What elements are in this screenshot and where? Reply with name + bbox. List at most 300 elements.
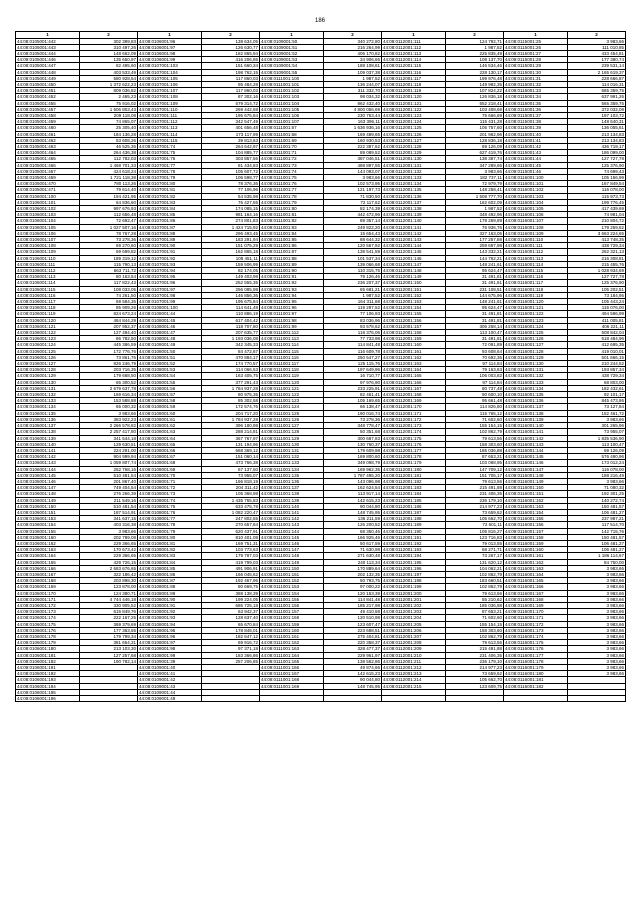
cadastral-value-cell: 269 442,68 [202,106,260,112]
cadastral-value-cell: 1 987,52 [446,44,504,50]
cadastral-value-cell: 127 494,40 [80,330,138,336]
cadastral-value-cell: 237 987,21 [568,516,626,522]
cadastral-number-cell: 44:08:0106001:169 [16,584,80,590]
cadastral-number-cell: 44:08:0105001:461 [16,131,80,137]
cadastral-number-cell: 44:08:0107001:93 [138,261,202,267]
column-header: 2 [80,32,138,39]
cadastral-value-cell: 126 630,77 [202,44,260,50]
cadastral-value-cell: 31 491,81 [446,311,504,317]
cadastral-value-cell: 73 955,07 [202,472,260,478]
cadastral-value-cell: 126 200,52 [324,522,382,528]
cadastral-value-cell: 214 977,23 [446,503,504,509]
cadastral-number-cell: 44:08:0106001:140 [16,441,80,447]
cadastral-value-cell: 148 662,09 [80,50,138,56]
cadastral-number-cell: 44:08:0105001:450 [16,81,80,87]
cadastral-number-cell: 44:08:0106001:180 [16,646,80,652]
cadastral-number-cell: 44:08:0105001:470 [16,181,80,187]
cadastral-number-cell: 44:08:0111001:91 [260,274,324,280]
cadastral-number-cell: 44:08:0112001:123 [382,112,446,118]
cadastral-number-cell: 44:08:0116001:125 [504,330,568,336]
cadastral-number-cell: 44:08:0111001:162 [260,640,324,646]
cadastral-number-cell: 44:08:0106001:119 [16,311,80,317]
cadastral-value-cell: 401 656,48 [202,125,260,131]
cadastral-value-cell: 3 983,66 [568,665,626,671]
cadastral-value-cell: 2 679 637,78 [80,385,138,391]
column-header: 1 [382,32,446,39]
cadastral-value-cell: 183 291,94 [202,237,260,243]
cadastral-value-cell: 1 636 936,16 [324,125,382,131]
cadastral-value-cell: 46 525,36 [80,143,138,149]
cadastral-value-cell: 113 917,14 [324,491,382,497]
cadastral-value-cell: 136 244,07 [324,81,382,87]
cadastral-number-cell: 44:08:0116001:144 [504,447,568,453]
cadastral-value-cell: 1 784 937,28 [202,385,260,391]
cadastral-value-cell: 74 981,04 [568,212,626,218]
cadastral-value-cell: 3 983,66 [568,615,626,621]
cadastral-number-cell: 44:08:0107001:99 [138,299,202,305]
page-number: 186 [314,18,325,24]
cadastral-number-cell: 44:08:0106001:171 [16,596,80,602]
cadastral-number-cell: 44:08:0106001:106 [16,230,80,236]
cadastral-value-cell: 95 484,28 [202,81,260,87]
cadastral-value-cell: 31 491,81 [446,280,504,286]
cadastral-value-cell: 213 134,83 [568,131,626,137]
cadastral-number-cell: 44:08:0116001:176 [504,646,568,652]
cadastral-value-cell: 105 607,72 [202,168,260,174]
cadastral-value-cell: 2 266 578,82 [80,423,138,429]
cadastral-value-cell: 214 977,23 [446,665,504,671]
cadastral-number-cell: 44:08:0105001:469 [16,174,80,180]
cadastral-number-cell: 44:08:0112001:196 [382,565,446,571]
cadastral-number-cell: 44:08:0112001:150 [382,280,446,286]
cadastral-value-cell: 115 431,28 [446,119,504,125]
cadastral-number-cell: 44:08:0112001:175 [382,435,446,441]
cadastral-value-cell: 388 138,39 [202,590,260,596]
cadastral-value-cell: 82 174,39 [324,205,382,211]
cadastral-value-cell: 89 089,52 [324,150,382,156]
cadastral-number-cell: 44:08:0106001:98 [138,50,202,56]
cadastral-number-cell: 44:08:0112001:164 [382,367,446,373]
cadastral-value-cell: 188 216,49 [568,472,626,478]
cadastral-number-cell: 44:08:0112001:151 [382,286,446,292]
cadastral-value-cell: 153 588,88 [80,398,138,404]
cadastral-value-cell: 158 303,60 [446,441,504,447]
cadastral-value-cell: 3 983,66 [568,38,626,44]
cadastral-value-cell: 1 784 937,28 [202,416,260,422]
cadastral-number-cell: 44:08:0108001:62 [138,423,202,429]
cadastral-number-cell: 44:08:0106001:133 [16,398,80,404]
cadastral-number-cell: 44:08:0116001:102 [504,187,568,193]
cadastral-number-cell: 44:08:0106001:155 [16,528,80,534]
cadastral-number-cell: 44:08:0112001:117 [382,75,446,81]
cadastral-number-cell: 44:08:0116001:129 [504,354,568,360]
cadastral-value-cell: 130 760,37 [324,441,382,447]
cadastral-value-cell: 114 066,53 [202,367,260,373]
cadastral-number-cell: 44:08:0107001:82 [138,193,202,199]
cadastral-number-cell: 44:08:0115001:33 [504,88,568,94]
cadastral-number-cell: 44:08:0109001:54 [260,63,324,69]
cadastral-number-cell: 44:08:0112001:141 [382,224,446,230]
cadastral-number-cell: 44:08:0106001:176 [16,627,80,633]
cadastral-value-cell: 178 269,89 [446,218,504,224]
cadastral-value-cell: 202 132,35 [324,571,382,577]
cadastral-value-cell: 419 010,01 [568,348,626,354]
cadastral-number-cell: 44:08:0106001:104 [16,218,80,224]
cadastral-value-cell: 862 432,40 [324,100,382,106]
cadastral-value-cell: 501 666,15 [568,354,626,360]
cadastral-value-cell: 216 264,99 [324,44,382,50]
cadastral-value-cell: 74 261,50 [80,292,138,298]
cadastral-value-cell: 177 363,55 [80,627,138,633]
cadastral-number-cell: 44:08:0112001:176 [382,441,446,447]
cadastral-value-cell: 177 380,74 [568,57,626,63]
cadastral-value-cell: 2 683 676,65 [80,565,138,571]
cadastral-value-cell: 417 439,69 [568,205,626,211]
cadastral-number-cell: 44:08:0116001:142 [504,435,568,441]
cadastral-value-cell: 179 799,34 [80,634,138,640]
cadastral-number-cell: 44:08:0116001:163 [504,565,568,571]
cadastral-value-cell: 138 562,86 [324,658,382,664]
cadastral-number-cell: 44:08:0115001:45 [504,162,568,168]
cadastral-number-cell: 44:08:0108001:92 [138,609,202,615]
cadastral-value-cell: 1 186 114,67 [568,553,626,559]
cadastral-number-cell: 44:08:0112001:145 [382,249,446,255]
cadastral-number-cell: 44:08:0116001:122 [504,311,568,317]
cadastral-value-cell: 90 600,10 [446,392,504,398]
cadastral-number-cell: 44:08:0112001:183 [382,485,446,491]
cadastral-number-cell: 44:08:0111001:118 [260,367,324,373]
cadastral-value-cell: 71 602,60 [446,615,504,621]
cadastral-number-cell: 44:08:0108001:83 [138,553,202,559]
cadastral-number-cell: 44:08:0111001:102 [260,88,324,94]
cadastral-number-cell: 44:08:0116001:173 [504,627,568,633]
cadastral-value-cell: 296 493,45 [202,230,260,236]
cadastral-value-cell: 488 897,55 [324,162,382,168]
cadastral-number-cell: 44:08:0111001:90 [260,268,324,274]
cadastral-value-cell: 31 491,81 [446,274,504,280]
cadastral-number-cell: 44:08:0111001:85 [260,237,324,243]
cadastral-value-cell: 403 316,38 [80,522,138,528]
cadastral-value-cell: 82 461,41 [324,392,382,398]
cadastral-number-cell: 44:08:0112001:172 [382,416,446,422]
cadastral-value-cell: 576 490,96 [568,454,626,460]
cadastral-value-cell: 182 647,12 [202,634,260,640]
cadastral-number-cell: 44:08:0111001:101 [260,81,324,87]
cadastral-value-cell: 1 059 807,74 [80,460,138,466]
cadastral-number-cell: 44:08:0112001:154 [382,305,446,311]
cadastral-number-cell: 44:08:0106001:195 [16,689,80,695]
cadastral-number-cell: 44:08:0112001:144 [382,243,446,249]
cadastral-number-cell: 44:08:0108001:71 [138,478,202,484]
cadastral-number-cell: 44:08:0116001:135 [504,392,568,398]
cadastral-number-cell: 44:08:0108001:51 [138,354,202,360]
cadastral-value-cell: 144 762,21 [446,255,504,261]
cadastral-value-cell: 128 836,18 [446,137,504,143]
cadastral-number-cell: 44:08:0112001:111 [382,38,446,44]
cadastral-value-cell: 105 816,27 [446,528,504,534]
cadastral-number-cell: 44:08:0106001:141 [16,447,80,453]
cadastral-number-cell: 44:08:0108001:76 [138,509,202,515]
cadastral-value-cell: 1 987,52 [324,75,382,81]
cadastral-number-cell: 44:08:0106001:181 [16,652,80,658]
cadastral-value-cell: 300 687,83 [324,435,382,441]
cadastral-number-cell: 44:08:0116001:149 [504,478,568,484]
cadastral-number-cell: 44:08:0109001:53 [260,57,324,63]
cadastral-number-cell: 44:08:0111001:120 [260,379,324,385]
cadastral-number-cell: 44:08:0111001:70 [260,143,324,149]
cadastral-number-cell: 44:08:0112001:115 [382,63,446,69]
cadastral-number-cell: 44:08:0116001:147 [504,466,568,472]
cadastral-value-cell: 108 451,11 [202,255,260,261]
cadastral-number-cell: 44:08:0112001:198 [382,578,446,584]
cadastral-number-cell: 44:08:0107001:81 [138,187,202,193]
cadastral-number-cell: 44:08:0106001:109 [16,249,80,255]
cadastral-value-cell: 97 371,18 [202,646,260,652]
cadastral-value-cell: 231 406,35 [446,491,504,497]
cadastral-value-cell: 190 016,74 [324,410,382,416]
cadastral-number-cell: 44:08:0112001:165 [382,373,446,379]
cadastral-value-cell: 124 792,71 [446,38,504,44]
cadastral-value-cell: 810 401,08 [202,534,260,540]
cadastral-value-cell: 151 706,17 [446,472,504,478]
cadastral-number-cell: 44:08:0116001:105 [504,205,568,211]
cadastral-number-cell: 44:08:0116001:119 [504,292,568,298]
cadastral-value-cell: 125 376,90 [568,280,626,286]
cadastral-value-cell: 155 154,15 [446,423,504,429]
cadastral-value-cell: 115 973,73 [568,193,626,199]
cadastral-number-cell: 44:08:0106001:102 [16,205,80,211]
cadastral-number-cell: 44:08:0111001:151 [260,571,324,577]
cadastral-value-cell: 116 609,78 [324,348,382,354]
cadastral-value-cell: 69 270,60 [80,243,138,249]
cadastral-number-cell: 44:08:0105001:446 [16,57,80,63]
cadastral-value-cell: 115 790,13 [80,261,138,267]
cadastral-value-cell: 72 091,89 [446,342,504,348]
cadastral-value-cell: 3 983,66 [568,578,626,584]
cadastral-value-cell: 518 484,96 [568,336,626,342]
cadastral-number-cell: 44:08:0108001:79 [138,528,202,534]
cadastral-number-cell: 44:08:0105001:449 [16,75,80,81]
cadastral-value-cell: 3 983,66 [568,590,626,596]
cadastral-value-cell: 31 491,81 [446,317,504,323]
cadastral-number-cell: 44:08:0108001:56 [138,385,202,391]
cadastral-number-cell: 44:08:0108001:70 [138,472,202,478]
cadastral-number-cell: 44:08:0115001:30 [504,69,568,75]
cadastral-number-cell: 44:08:0108001:90 [138,596,202,602]
cadastral-value-cell: 663 711,72 [80,268,138,274]
cadastral-value-cell: 55 210,62 [446,596,504,602]
cadastral-value-cell: 347 289,66 [446,162,504,168]
cadastral-value-cell: 470 884,17 [202,354,260,360]
cadastral-number-cell: 44:08:0112001:195 [382,559,446,565]
cadastral-number-cell: 44:08:0116001:160 [504,547,568,553]
cadastral-number-cell: 44:08:0108001:80 [138,534,202,540]
cadastral-number-cell: 44:08:0116001:131 [504,367,568,373]
cadastral-number-cell: 44:08:0116001:134 [504,385,568,391]
cadastral-value-cell: 328 477,37 [324,646,382,652]
cadastral-number-cell: 44:08:0112001:204 [382,615,446,621]
cadastral-value-cell: 138 634,05 [202,38,260,44]
cadastral-number-cell: 44:08:0107001:76 [138,156,202,162]
cadastral-value-cell: 166 045,62 [202,571,260,577]
cadastral-number-cell: 44:08:0107001:86 [138,218,202,224]
cadastral-value-cell: 125 376,90 [568,162,626,168]
cadastral-value-cell: 826 246,79 [80,361,138,367]
cadastral-value-cell: 95 624,47 [446,268,504,274]
cadastral-number-cell: 44:08:0107001:87 [138,224,202,230]
cadastral-value-cell: 116 078,00 [568,187,626,193]
cadastral-value-cell: 143 096,98 [324,478,382,484]
cadastral-number-cell: 44:08:0108001:93 [138,615,202,621]
cadastral-value-cell: 1 987,52 [446,205,504,211]
cadastral-number-cell: 44:08:0111001:143 [260,522,324,528]
cadastral-value-cell: 204 311,42 [202,485,260,491]
cadastral-value-cell: 215 491,88 [446,646,504,652]
cadastral-number-cell: 44:08:0106001:193 [16,677,80,683]
cadastral-value-cell: 215 491,88 [446,485,504,491]
cadastral-value-cell: 148 640,31 [568,119,626,125]
cadastral-number-cell: 44:08:0109001:42 [138,677,202,683]
cadastral-value-cell: 34 906,65 [324,57,382,63]
cadastral-value-cell: 150 481,57 [568,503,626,509]
cadastral-number-cell: 44:08:0108001:69 [138,466,202,472]
cadastral-number-cell: 44:08:0116001:171 [504,615,568,621]
cadastral-value-cell: 112 656,48 [80,212,138,218]
cadastral-number-cell: 44:08:0112001:188 [382,516,446,522]
cadastral-value-cell: 102 862,79 [446,584,504,590]
cadastral-value-cell: 209 118,08 [80,112,138,118]
cadastral-value-cell: 228 666,87 [568,75,626,81]
cadastral-value-cell: 620 437,91 [202,528,260,534]
cadastral-number-cell: 44:08:0112001:211 [382,658,446,664]
cadastral-number-cell: 44:08:0111001:116 [260,354,324,360]
cadastral-value-cell: 252 768,16 [80,466,138,472]
cadastral-number-cell: 44:08:0116001:179 [504,665,568,671]
cadastral-number-cell: 44:08:0105001:448 [16,69,80,75]
cadastral-number-cell: 44:08:0108001:59 [138,404,202,410]
cadastral-value-cell: 108 033,05 [80,286,138,292]
cadastral-number-cell: 44:08:0111001:140 [260,503,324,509]
cadastral-value-cell: 185 217,98 [324,602,382,608]
cadastral-value-cell: 166 818,19 [202,478,260,484]
cadastral-number-cell: 44:08:0116001:175 [504,640,568,646]
cadastral-value-cell: 229 366,65 [80,553,138,559]
cadastral-value-cell: 341 637,15 [80,516,138,522]
cadastral-value-cell: 201 962,96 [446,131,504,137]
cadastral-value-cell: 3 663 224,65 [568,230,626,236]
cadastral-value-cell: 84 472,67 [202,348,260,354]
cadastral-value-cell: 77 106,93 [324,311,382,317]
cadastral-value-cell: 377 291,43 [202,379,260,385]
cadastral-number-cell: 44:08:0115001:28 [504,57,568,63]
cadastral-number-cell: 44:08:0108001:58 [138,398,202,404]
cadastral-number-cell: 44:08:0116001:109 [504,230,568,236]
cadastral-value-cell: 230 763,44 [324,112,382,118]
cadastral-value-cell: 117 822,43 [80,280,138,286]
cadastral-number-cell: 44:08:0106001:115 [16,286,80,292]
cadastral-number-cell: 44:08:0116001:107 [504,218,568,224]
cadastral-number-cell: 44:08:0111001:166 [260,665,324,671]
cadastral-value-cell: 3 983,66 [568,571,626,577]
cadastral-number-cell: 44:08:0106001:150 [16,503,80,509]
cadastral-value-cell: 187 514,91 [80,509,138,515]
cadastral-value-cell: 3 983,66 [568,584,626,590]
cadastral-number-cell: 44:08:0111001:96 [260,305,324,311]
cadastral-value-cell: 340 272,80 [324,38,382,44]
cadastral-value-cell: 79 613,56 [446,640,504,646]
cadastral-number-cell: 44:08:0116001:106 [504,212,568,218]
cadastral-value-cell: 149 403,98 [202,274,260,280]
cadastral-number-cell: 44:08:0116001:120 [504,299,568,305]
cadastral-number-cell: 44:08:0112001:203 [382,609,446,615]
cadastral-value-cell: 79 613,56 [446,590,504,596]
cadastral-number-cell: 44:08:0106001:196 [16,696,80,702]
cadastral-number-cell: 44:08:0115001:35 [504,100,568,106]
cadastral-number-cell: 44:08:0106001:149 [16,497,80,503]
cadastral-number-cell: 44:08:0112001:163 [382,361,446,367]
cadastral-value-cell: 182 432,61 [568,385,626,391]
cadastral-value-cell: 97 114,84 [446,361,504,367]
cadastral-value-cell: 78 767,28 [80,230,138,236]
cadastral-number-cell: 44:08:0106001:96 [138,38,202,44]
cadastral-number-cell: 44:08:0111001:93 [260,286,324,292]
cadastral-value-cell: 127 257,68 [80,652,138,658]
cadastral-number-cell: 44:08:0116001:167 [504,590,568,596]
cadastral-number-cell: 44:08:0112001:179 [382,460,446,466]
cadastral-value-cell: 74 699,43 [568,168,626,174]
cadastral-number-cell: 44:08:0111001:129 [260,435,324,441]
cadastral-value-cell: 148 241,61 [446,261,504,267]
cadastral-value-cell: 127 727,78 [568,156,626,162]
cadastral-number-cell: 44:08:0116001:182 [504,683,568,689]
cadastral-value-cell: 169 800,60 [324,454,382,460]
cadastral-value-cell: 4 744 446,18 [80,596,138,602]
cadastral-value-cell: 102 573,95 [324,181,382,187]
cadastral-value-cell: 147 709,12 [446,466,504,472]
cadastral-number-cell: 44:08:0106001:166 [16,565,80,571]
cadastral-value-cell: 416 206,86 [202,57,260,63]
cadastral-value-cell: 3 983,66 [568,658,626,664]
cadastral-number-cell: 44:08:0106001:121 [16,323,80,329]
cadastral-number-cell: 44:08:0111001:122 [260,392,324,398]
cadastral-value-cell: 3 983,66 [568,565,626,571]
cadastral-value-cell: 199 224,05 [202,596,260,602]
cadastral-value-cell: 3 983,66 [568,646,626,652]
cadastral-number-cell: 44:08:0112001:202 [382,602,446,608]
cadastral-number-cell: 44:08:0108001:77 [138,516,202,522]
cadastral-value-cell: 387 046,51 [324,156,382,162]
cadastral-number-cell: 44:08:0108001:67 [138,454,202,460]
cadastral-value-cell: 412 695,35 [568,342,626,348]
cadastral-value-cell: 80 975,35 [202,392,260,398]
cadastral-number-cell: 44:08:0108001:60 [138,410,202,416]
cadastral-number-cell: 44:08:0112001:167 [382,385,446,391]
cadastral-value-cell: 194 421,95 [80,193,138,199]
cadastral-value-cell: 73 184,95 [568,292,626,298]
cadastral-number-cell: 44:08:0116001:154 [504,509,568,515]
cadastral-value-cell [324,696,382,702]
cadastral-value-cell: 75 666,69 [446,112,504,118]
cadastral-value-cell: 213 103,30 [80,646,138,652]
cadastral-value-cell: 203 716,35 [80,367,138,373]
cadastral-number-cell: 44:08:0116001:115 [504,268,568,274]
cadastral-number-cell: 44:08:0112001:207 [382,634,446,640]
cadastral-number-cell: 44:08:0108001:53 [138,367,202,373]
cadastral-number-cell: 44:08:0115001:37 [504,112,568,118]
cadastral-number-cell: 44:08:0107001:75 [138,150,202,156]
cadastral-number-cell: 44:08:0111001:103 [260,94,324,100]
cadastral-value-cell: 580 928,54 [80,75,138,81]
